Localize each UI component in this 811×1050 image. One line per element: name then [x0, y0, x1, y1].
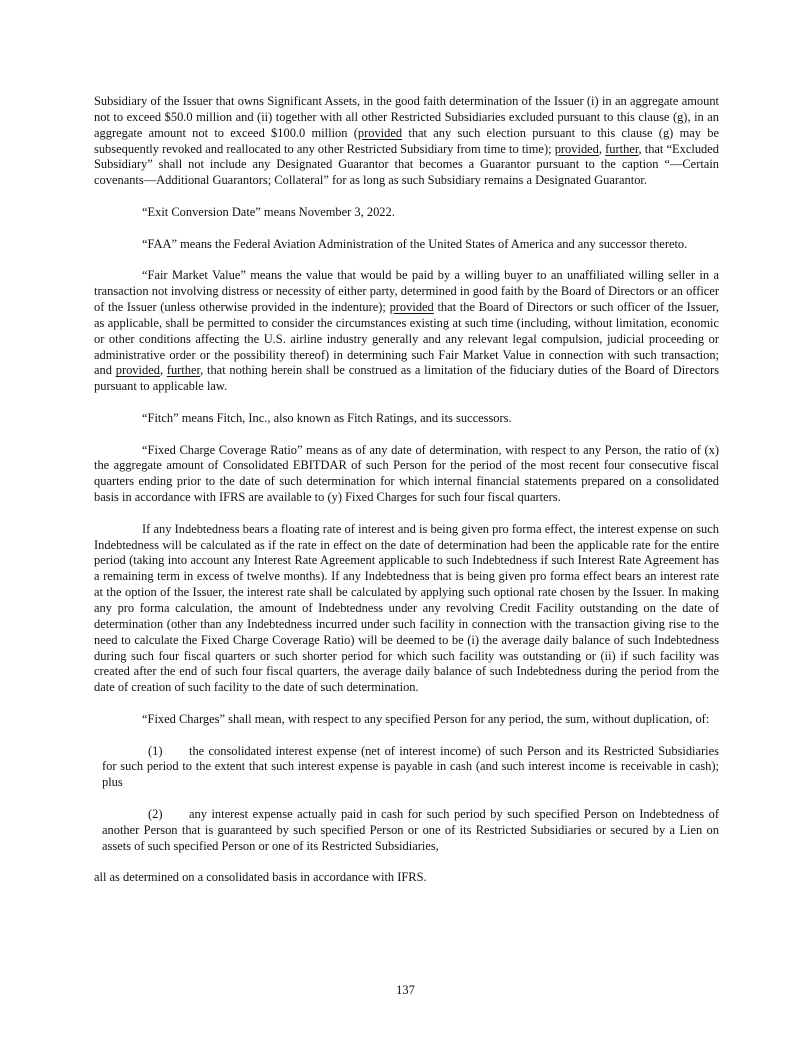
provided-term: provided	[554, 141, 599, 156]
definition-fitch: “Fitch” means Fitch, Inc., also known as Fitch Ratings, and its successors.	[142, 410, 512, 425]
provided-term: provided	[357, 125, 403, 140]
excluded-subsidiary-continuation: Subsidiary of the Issuer that owns Significant Assets, in the good faith determination of the Issuer (i) in an aggregate amount not to exceed $50.0 million and (ii) together with all other Restricted Subsidiaries excluded pursuant to this clause (g), in an aggregate amount not to exceed $100.0 million (provided that any such election pursuant to this clause (g) may be subsequently revoked and reallocated to any other Restricted Subsidiary from time to time); provided, further, that “Excluded Subsidiary” shall not include any Designated Guarantor that becomes a Guarantor pursuant to the caption “—Certain covenants—Additional Guarantors; Collateral” for as long as such Subsidiary remains a Designated Guarantor.	[94, 94, 720, 188]
definition-faa: “FAA” means the Federal Aviation Administration of the United States of America and any successor thereto.	[142, 236, 688, 251]
page-number: 137	[396, 983, 415, 997]
floating-rate-paragraph: If any Indebtedness bears a floating rate of interest and is being given pro forma effect, the interest expense on such Indebtedness will be calculated as if the rate in effect on the date of determination had been the applicable rate for the entire period (taking into account any Interest Rate Agreement applicable to such Indebtedness if such Interest Rate Agreement has a remaining term in excess of twelve months). If any Indebtedness that is being given pro forma effect bears an interest rate at the option of the Issuer, the interest rate shall be calculated by applying such optional rate chosen by the Issuer. In making any pro forma calculation, the amount of Indebtedness under any revolving Credit Facility outstanding on the date of determination (other than any Indebtedness incurred under such facility in connection with the transaction giving rise to the need to calculate the Fixed Charge Coverage Ratio) will be deemed to be (i) the average daily balance of such Indebtedness during such four fiscal quarters or such shorter period for which such facility was outstanding or (ii) if such facility was created after the end of such four fiscal quarters, the average daily balance of such Indebtedness during the period from the date of creation of such facility to the date of such determination.	[94, 521, 719, 695]
list-item-text: the consolidated interest expense (net of interest income) of such Person and its Restricted Subsidiaries for such period to the extent that such interest expense is payable in cash (and such interest income is receivable in cash); plus	[102, 743, 719, 790]
list-item-text: any interest expense actually paid in cash for such period by such specified Person on Indebtedness of another Person that is guaranteed by such specified Person or one of its Restricted Subsidiaries or secured by a Lien on assets of such specified Person or one of its Restricted Subsidiaries,	[102, 806, 719, 853]
definition-fixed-charges: “Fixed Charges” shall mean, with respect to any specified Person for any period, the sum, without duplication, of:	[142, 711, 710, 726]
list-item-number: (1)	[148, 743, 163, 758]
further-term: further	[605, 141, 639, 156]
provided-term: provided	[389, 299, 434, 314]
document-body	[94, 94, 719, 886]
provided-term: provided	[115, 363, 160, 378]
list-item-number: (2)	[148, 806, 163, 821]
definition-fair-market-value: “Fair Market Value” means the value that would be paid by a willing buyer to an unaffiliated willing seller in a transaction not involving distress or necessity of either party, determined in good faith by the Board of Directors or an officer of the Issuer (unless otherwise provided in the indenture); provided that the Board of Directors or such officer of the Issuer, as applicable, shall be permitted to consider the circumstances existing at such time (including, without limitation, economic or other conditions affecting the U.S. airline industry generally and any relevant legal compulsion, judicial proceeding or administrative order or the possibility thereof) in determining such Fair Market Value in connection with such transaction; and provided, further, that nothing herein shall be construed as a limitation of the fiduciary duties of the Board of Directors pursuant to applicable law.	[94, 268, 720, 394]
definition-fixed-charge-coverage-ratio: “Fixed Charge Coverage Ratio” means as of any date of determination, with respect to any Person, the ratio of (x) the aggregate amount of Consolidated EBITDAR of such Person for the period of the most recent four consecutive fiscal quarters ending prior to the date of such determination for which internal financial statements prepared on a consolidated basis in accordance with IFRS are available to (y) Fixed Charges for such four fiscal quarters.	[94, 442, 719, 505]
closing-paragraph: all as determined on a consolidated basis in accordance with IFRS.	[94, 870, 427, 885]
definition-exit-conversion-date: “Exit Conversion Date” means November 3, 2022.	[142, 204, 395, 219]
further-term: further	[166, 363, 201, 378]
list-item	[102, 744, 719, 792]
list-item	[102, 807, 719, 855]
